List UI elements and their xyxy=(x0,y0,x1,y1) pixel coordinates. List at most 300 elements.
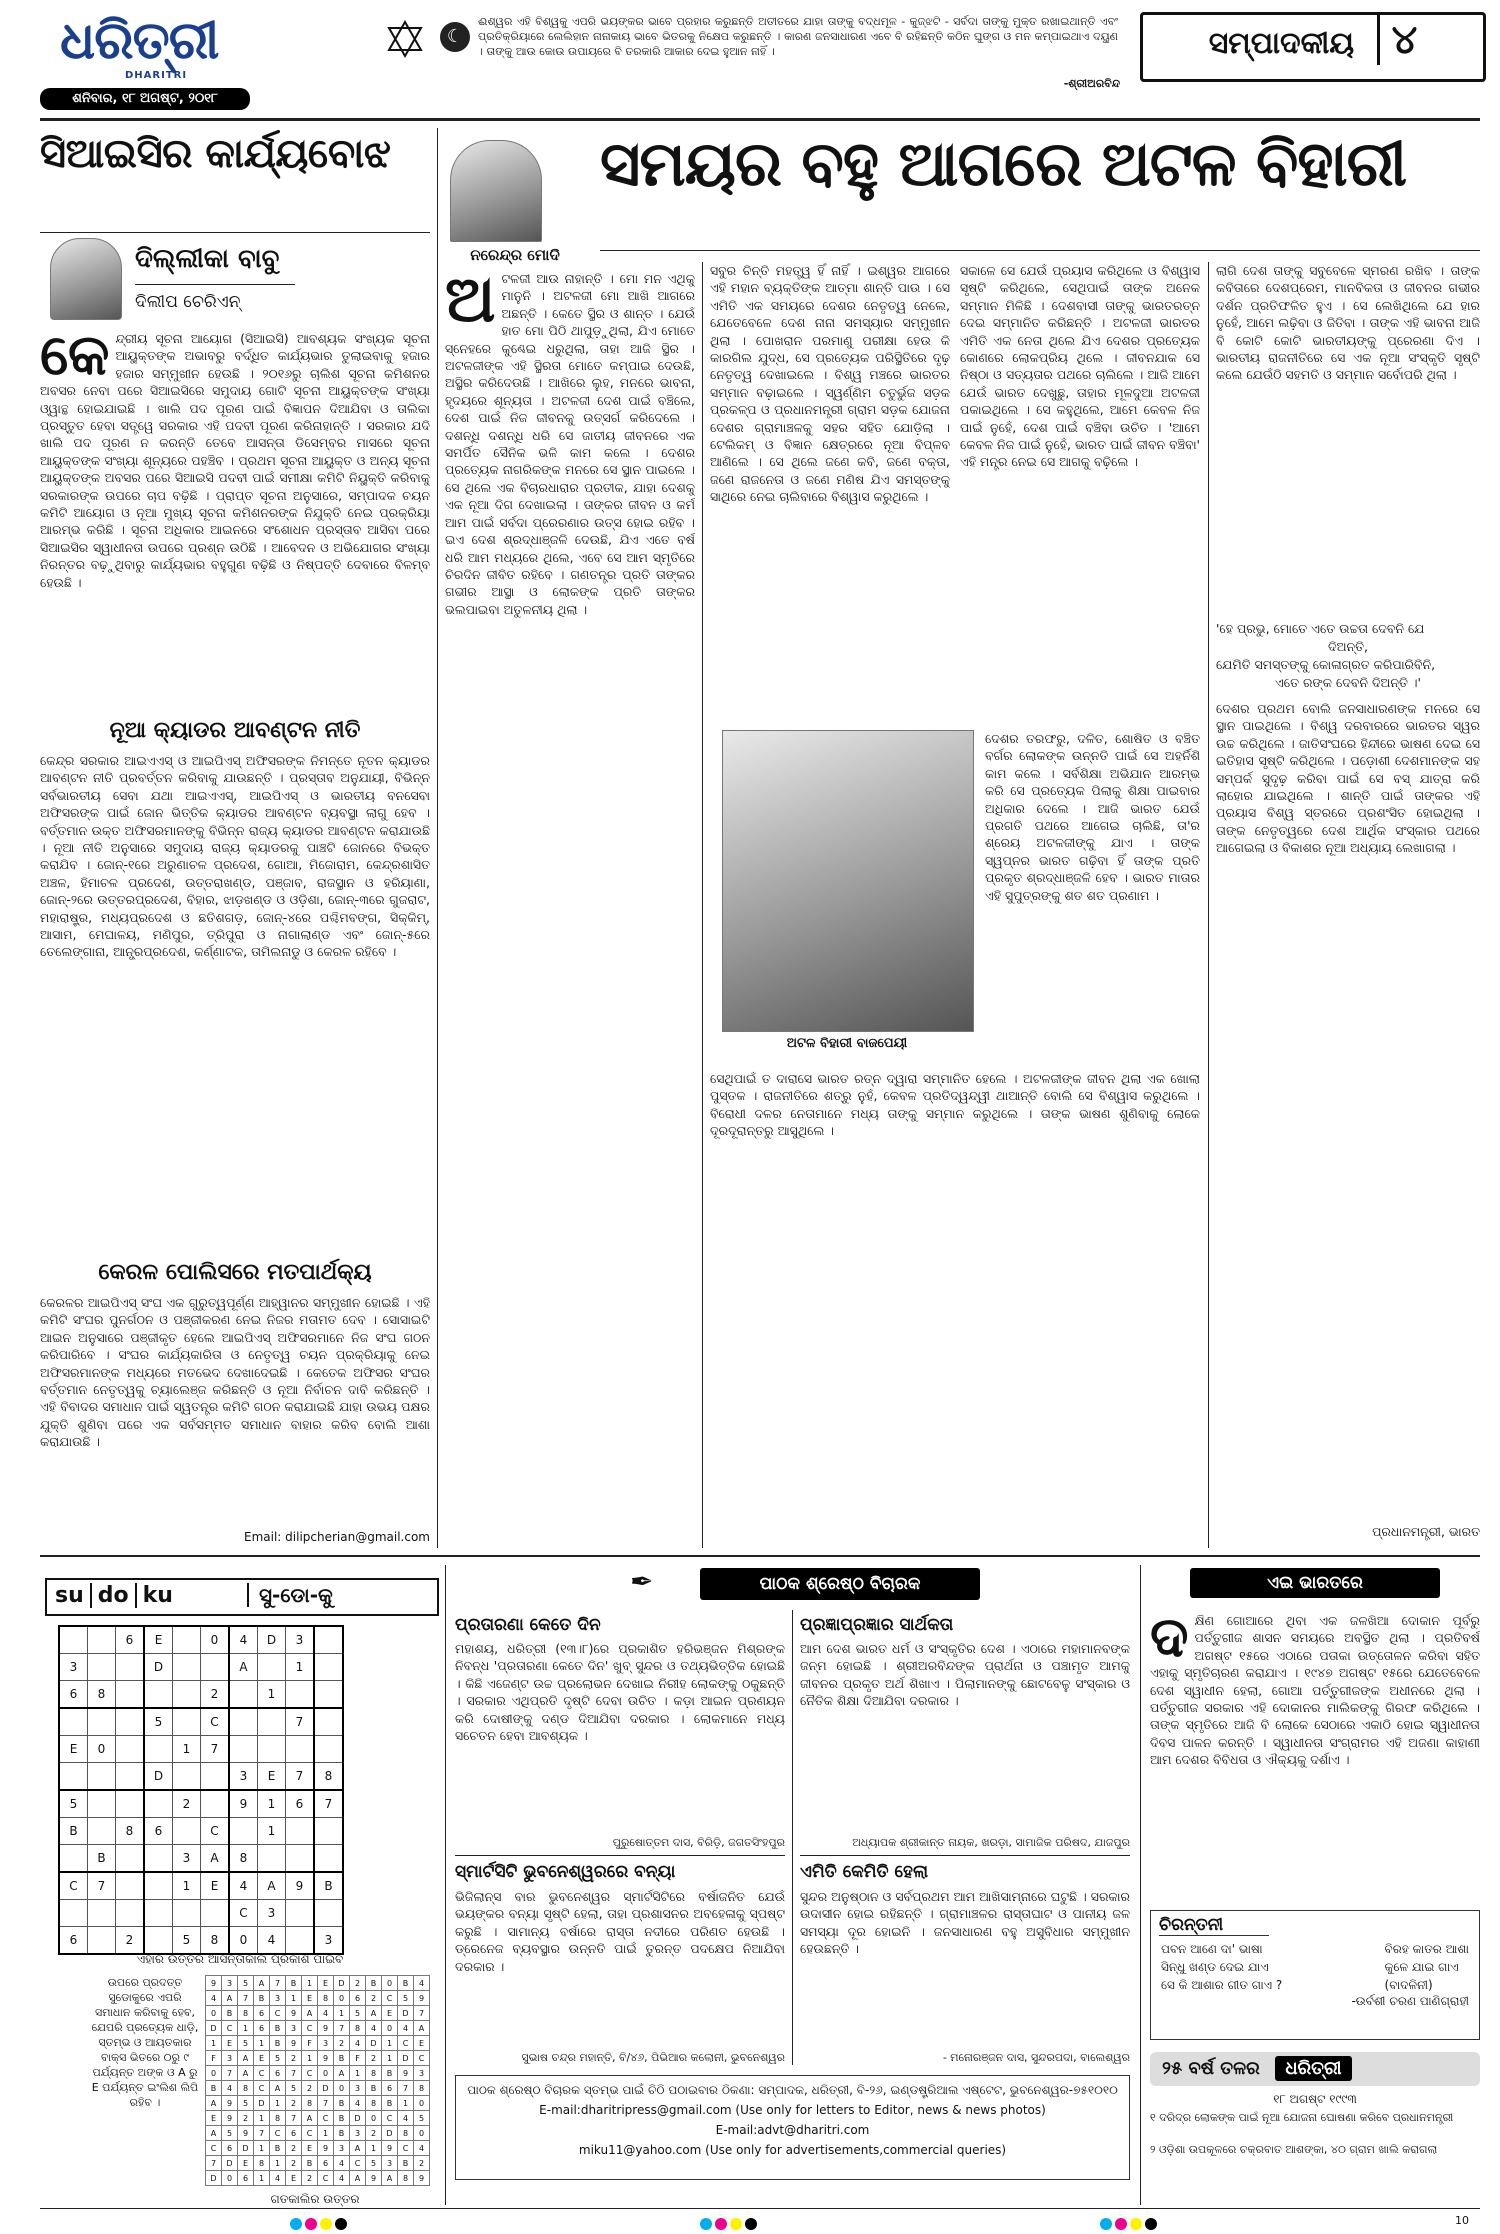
yellow-dot-icon xyxy=(730,2218,742,2230)
solution-cell: 9 xyxy=(318,2141,334,2156)
sudoku-cell[interactable]: E xyxy=(144,1626,173,1654)
sudoku-cell[interactable] xyxy=(59,1845,88,1873)
sudoku-cell[interactable]: 7 xyxy=(88,1872,116,1900)
editorial-body-2: କେନ୍ଦ୍ର ସରକାର ଆଇଏଏସ୍ ଓ ଆଇପିଏସ୍ ଅଫିସରଙ୍କ ନିମନ୍ତେ ନୂତନ କ୍ୟାଡର ଆବଣ୍ଟନ ନୀତି ପ୍ରବର୍ତ୍ତନ କରିବାକୁ ଯାଉଛନ୍ତି । ପ୍ରସ୍ତାବ ଅନୁଯାୟୀ, ବିଭିନ୍ନ ସର୍ବଭାରତୀୟ ସେବା ଯଥା ଆଇଏଏସ୍, ଆଇପିଏସ୍ ଓ ଭାରତୀୟ ବନସେବା ଅଫିସରଙ୍କ ପାଇଁ ଜୋନ ଭିତ୍ତିକ କ୍ୟାଡର ଆବଣ୍ଟନ ବ୍ୟବସ୍ଥା ଲାଗୁ ହେବ । ବର୍ତ୍ତମାନ ଉକ୍ତ ଅଫିସରମାନଙ୍କୁ ବିଭିନ୍ନ ରାଜ୍ୟ କ୍ୟାଡର ଆବଣ୍ଟନ କରାଯାଉଛି । ନୂଆ ନୀତି ଅନୁସାରେ ସମୁଦାୟ ରାଜ୍ୟ କ୍ୟାଡରକୁ ପାଞ୍ଚଟି ଜୋନରେ ବିଭକ୍ତ କରାଯିବ । ଜୋନ୍-୧ରେ ଅରୁଣାଚଳ ପ୍ରଦେଶ, ଗୋଆ, ମିଜୋରାମ, କେନ୍ଦ୍ରଶାସିତ ଅଞ୍ଚଳ, ହିମାଚଳ ପ୍ରଦେଶ, ଉତ୍ତରାଖଣ୍ଡ, ପଞ୍ଜାବ, ରାଜସ୍ଥାନ ଓ ହରିୟାଣା, ଜୋନ୍-୨ରେ ଉତ୍ତରପ୍ରଦେଶ, ବିହାର, ଝାଡ଼ଖଣ୍ଡ ଓ ଓଡ଼ିଶା, ଜୋନ୍-୩ରେ ଗୁଜରାଟ, ମହାରାଷ୍ଟ୍ର, ମଧ୍ୟପ୍ରଦେଶ ଓ ଛତିଶଗଡ଼, ଜୋନ୍-୪ରେ ପଶ୍ଚିମବଙ୍ଗ, ସିକ୍କିମ୍, ଆସାମ, ମେଘାଳୟ, ମଣିପୁର, ତ୍ରିପୁରା ଓ ନାଗାଲାଣ୍ଡ ଏବଂ ଜୋନ୍-୫ରେ ତେଲେଙ୍ଗାନା, ଆନ୍ଧ୍ରପ୍ରଦେଶ, କର୍ଣ୍ଣାଟକ, ତାମିଲନାଡୁ ଓ କେରଳ ରହିବେ । xyxy=(40,753,430,960)
sudoku-cell[interactable]: 1 xyxy=(173,1736,201,1763)
solution-cell: 3 xyxy=(350,2126,366,2141)
sudoku-cell[interactable] xyxy=(229,1818,258,1845)
solution-cell: D xyxy=(254,2096,270,2111)
sudoku-cell[interactable] xyxy=(116,1736,145,1763)
solution-cell: C xyxy=(254,2081,270,2096)
sudoku-cell[interactable] xyxy=(229,1708,258,1736)
sudoku-cell[interactable] xyxy=(144,1681,173,1709)
poem-line: ବିରହ କାତର ଆଶା xyxy=(1384,1942,1469,1956)
solution-cell: E xyxy=(222,2036,238,2051)
sudoku-cell[interactable] xyxy=(286,1900,315,1927)
solution-cell: 4 xyxy=(318,2006,334,2021)
solution-cell: E xyxy=(286,2171,302,2186)
feature-byline: ନରେନ୍ଦ୍ର ମୋଦି xyxy=(470,246,560,264)
letters-icon: ✒ xyxy=(630,1565,654,1598)
sudoku-cell[interactable] xyxy=(88,1790,116,1818)
solution-cell: 8 xyxy=(302,2096,318,2111)
archive-item-2: ୨ ଓଡ଼ିଶା ଉପକୂଳରେ ଚକ୍ରବାତ ଆଶଙ୍କା, ୪୦ ଗ୍ରାମ ଖାଲି କରାଗଲା xyxy=(1150,2143,1438,2156)
solution-table xyxy=(205,1975,430,2186)
solution-cell: 5 xyxy=(238,2036,254,2051)
solution-cell: E xyxy=(302,2141,318,2156)
solution-cell: 1 xyxy=(302,1976,318,1991)
sudoku-cell[interactable]: 8 xyxy=(116,1818,145,1845)
sudoku-cell[interactable]: C xyxy=(229,1900,258,1927)
solution-cell: 6 xyxy=(286,2126,302,2141)
sudoku-cell[interactable]: 7 xyxy=(286,1708,315,1736)
solution-cell: 0 xyxy=(206,2006,222,2021)
sudoku-cell[interactable]: 1 xyxy=(286,1654,315,1681)
sudoku-cell[interactable] xyxy=(314,1626,343,1654)
sudoku-cell[interactable] xyxy=(88,1763,116,1791)
letter-2-body: ଭିଜିଲାନ୍ସ ବାର ଭୁବନେଶ୍ୱର ସ୍ମାର୍ଟସିଟିରେ ବର୍ଷାଜନିତ ଯେଉଁ ଭୟଙ୍କର ବନ୍ୟା ସୃଷ୍ଟି ହେଲା, ତାହା ପ୍ରଶାସନର ଅବହେଳାକୁ ସ୍ପଷ୍ଟ କରୁଛି । ସାମାନ୍ୟ ବର୍ଷାରେ ରାସ୍ତା ନଦୀରେ ପରିଣତ ହେଉଛି । ଡ୍ରେନେଜ ବ୍ୟବସ୍ଥାର ଉନ୍ନତି ପାଇଁ ତୁରନ୍ତ ପଦକ୍ଷେପ ନିଆଯିବା ଦରକାର । xyxy=(455,1889,785,1974)
sudoku-cell[interactable]: 0 xyxy=(88,1736,116,1763)
solution-cell: 1 xyxy=(254,2111,270,2126)
solution-cell: C xyxy=(382,1991,398,2006)
sudoku-cell[interactable] xyxy=(286,1818,315,1845)
solution-cell: E xyxy=(382,2006,398,2021)
sudoku-cell[interactable] xyxy=(116,1681,145,1709)
chirantani-box xyxy=(1150,1910,1480,2040)
solution-cell: C xyxy=(350,2156,366,2171)
solution-cell: A xyxy=(350,2141,366,2156)
sudoku-cell[interactable]: 6 xyxy=(116,1626,145,1654)
sudoku-cell[interactable]: 3 xyxy=(229,1763,258,1791)
solution-cell: 0 xyxy=(334,1991,350,2006)
letter-1-title: ପ୍ରତାରଣା କେତେ ଦିନ xyxy=(455,1615,601,1635)
logo-text: ଧରିତ୍ରୀ xyxy=(60,10,219,71)
solution-cell: 7 xyxy=(254,2126,270,2141)
solution-cell: C xyxy=(206,2141,222,2156)
poem xyxy=(1216,620,1480,692)
solution-cell: 3 xyxy=(414,2066,430,2081)
solution-cell: 2 xyxy=(302,2171,318,2186)
solution-row xyxy=(206,2021,430,2036)
solution-cell: 9 xyxy=(414,1991,430,2006)
letters-email[interactable]: E-mail:dharitripress@gmail.com (Use only for letters to Editor, news & news photos) xyxy=(539,2103,1046,2117)
solution-cell: A xyxy=(414,2021,430,2036)
sudoku-cell[interactable]: 4 xyxy=(229,1626,258,1654)
paragraph: କ୍ଷିଣ ଗୋଆରେ ଥିବା ଏକ ଜଳଖିଆ ଦୋକାନ ପୂର୍ବରୁ ପର୍ତ୍ତୁଗୀଜ ଶାସନ ସମୟରେ ଅବସ୍ଥିତ ଥିଲା । ପ୍ରତିବର୍ଷ ଅଗଷ୍ଟ ୧୫ରେ ଏଠାରେ ପତାକା ଉତ୍ତୋଳନ କରିବା ସହିତ ଏହାକୁ ସ୍ମୃତିଚାରଣ କରାଯାଏ । ୧୯୪୭ ଅଗଷ୍ଟ ୧୫ରେ ଯେତେବେଳେ ଦେଶ ସ୍ୱାଧୀନ ହେଲା, ଗୋଆ ପର୍ତ୍ତୁଗୀଜଙ୍କ ଅଧୀନରେ ଥିଲା । ପର୍ତ୍ତୁଗୀଜ ସରକାର ଏହି ଦୋକାନର ମାଲିକଙ୍କୁ ଗିରଫ କରିଥିଲେ । ତାଙ୍କ ସ୍ମୃତିରେ ଆଜି ବି ଲୋକେ ସେଠାରେ ଏକାଠି ହୋଇ ସ୍ୱାଧୀନତା ଦିବସ ପାଳନ କରନ୍ତି । ସ୍ୱାଧୀନତା ସଂଗ୍ରାମର ଏହି ଅଜଣା କାହାଣୀ ଆମ ଦେଶର ବିବିଧତା ଓ ଐକ୍ୟକୁ ଦର୍ଶାଏ । xyxy=(1150,1613,1480,1768)
sudoku-cell[interactable]: A xyxy=(229,1654,258,1681)
editorial-body-1 xyxy=(40,330,430,710)
sudoku-cell[interactable]: B xyxy=(88,1845,116,1873)
sudoku-cell[interactable]: 9 xyxy=(286,1872,315,1900)
advt-email[interactable]: E-mail:advt@dharitri.com xyxy=(715,2123,870,2137)
sudoku-cell[interactable]: D xyxy=(258,1626,286,1654)
page-footer-number: 10 xyxy=(1455,2214,1469,2227)
sudoku-cell[interactable]: 6 xyxy=(59,1681,88,1709)
sudoku-cell[interactable] xyxy=(116,1900,145,1927)
feature-sign: ପ୍ରଧାନମନ୍ତ୍ରୀ, ଭାରତ xyxy=(1372,1524,1480,1539)
column-divider xyxy=(1140,1565,1141,2205)
sudoku-cell[interactable] xyxy=(258,1845,286,1873)
solution-cell: A xyxy=(206,2126,222,2141)
sudoku-cell[interactable] xyxy=(201,1790,230,1818)
solution-cell: 3 xyxy=(382,2156,398,2171)
solution-cell: 2 xyxy=(366,2051,382,2066)
solution-cell: 0 xyxy=(382,2021,398,2036)
solution-cell: 1 xyxy=(318,2126,334,2141)
sudoku-cell[interactable] xyxy=(229,1736,258,1763)
sudoku-cell[interactable] xyxy=(286,1927,315,1955)
solution-cell: 3 xyxy=(286,2021,302,2036)
sudoku-cell[interactable] xyxy=(314,1818,343,1845)
sudoku-cell[interactable] xyxy=(314,1900,343,1927)
sudoku-cell[interactable] xyxy=(116,1872,145,1900)
solution-row xyxy=(206,1976,430,1991)
sudoku-cell[interactable] xyxy=(59,1708,88,1736)
feature-col-1 xyxy=(445,270,695,1540)
feature-col-2: ସବୁର ଚିନ୍ତି ମହତ୍ତ୍ୱ ହିଁ ନାହିଁ । ଇଶ୍ୱର ଆଗରେ ଏହି ମହାନ ବ୍ୟକ୍ତିଙ୍କ ଆତ୍ମା ଶାନ୍ତି ପାଉ । ସେ ଏମିତି ଏକ ସମୟରେ ଦେଶର ନେତୃତ୍ୱ ନେଲେ, ଯେତେବେଳେ ଦେଶ ନାନା ସମସ୍ୟାର ସମ୍ମୁଖୀନ ଥିଲା । ପୋଖରାନ ପରମାଣୁ ପରୀକ୍ଷା ହେଉ କି କାରଗିଲ ଯୁଦ୍ଧ, ସେ ପ୍ରତ୍ୟେକ ପରିସ୍ଥିତିରେ ଦୃଢ଼ ନେତୃତ୍ୱ ଦେଖାଇଲେ । ବିଶ୍ୱ ମଞ୍ଚରେ ଭାରତର ସମ୍ମାନ ବଢ଼ାଇଲେ । ସ୍ୱର୍ଣ୍ଣିମ ଚତୁର୍ଭୁଜ ସଡ଼କ ପ୍ରକଳ୍ପ ଓ ପ୍ରଧାନମନ୍ତ୍ରୀ ଗ୍ରାମ ସଡ଼କ ଯୋଜନା ଦେଶର ଗ୍ରାମାଞ୍ଚଳକୁ ସହର ସହିତ ଯୋଡ଼ିଲା । ଟେଲିକମ୍ ଓ ବିଜ୍ଞାନ କ୍ଷେତ୍ରରେ ନୂଆ ବିପ୍ଳବ ଆଣିଲେ । ସେ ଥିଲେ ଜଣେ କବି, ଜଣେ ବକ୍ତା, ଜଣେ ରାଜନେତା ଓ ଜଣେ ମଣିଷ ଯିଏ ସମସ୍ତଙ୍କୁ ସାଥିରେ ନେଇ ଚାଲିବାରେ ବିଶ୍ୱାସ କରୁଥିଲେ । xyxy=(710,263,950,505)
sudoku-cell[interactable] xyxy=(173,1626,201,1654)
sudoku-cell[interactable] xyxy=(88,1654,116,1681)
feature-col-4: ଲାଗି ଦେଶ ତାଙ୍କୁ ସବୁବେଳେ ସ୍ମରଣ ରଖିବ । ତାଙ୍କ କବିତାରେ ଦେଶପ୍ରେମ, ମାନବିକତା ଓ ଜୀବନର ଗଭୀର ଦର୍ଶନ ପ୍ରତିଫଳିତ ହୁଏ । ସେ ଲେଖିଥିଲେ ଯେ ହାର ନୁହେଁ, ଆମେ ଲଢ଼ିବା ଓ ଜିତିବା । ତାଙ୍କ ଏହି ଭାବନା ଆଜି ବି କୋଟି କୋଟି ଭାରତୀୟଙ୍କୁ ପ୍ରେରଣା ଦିଏ । ଭାରତୀୟ ରାଜନୀତିରେ ସେ ଏକ ନୂଆ ସଂସ୍କୃତି ସୃଷ୍ଟି କଲେ ଯେଉଁଠି ସହମତି ଓ ସମ୍ମାନ ସର୍ବୋପରି ଥିଲା । xyxy=(1216,263,1480,383)
column-divider xyxy=(437,128,438,1548)
sudoku-cell[interactable]: 2 xyxy=(116,1927,145,1955)
solution-cell: 6 xyxy=(254,2021,270,2036)
solution-cell: E xyxy=(254,2051,270,2066)
sudoku-cell[interactable]: A xyxy=(201,1845,230,1873)
solution-cell: 9 xyxy=(398,2066,414,2081)
solution-cell: 5 xyxy=(414,2111,430,2126)
sudoku-cell[interactable]: 9 xyxy=(229,1790,258,1818)
feature-col-2b: ସେଥିପାଇଁ ତ ଦାରାସେ ଭାରତ ରତ୍ନ ଦ୍ୱାରା ସମ୍ମାନିତ ହେଲେ । ଅଟଳଜୀଙ୍କ ଜୀବନ ଥିଲା ଏକ ଖୋଲା ପୁସ୍ତକ । ରାଜନୀତିରେ ଶତ୍ରୁ ନୁହଁ, କେବଳ ପ୍ରତିଦ୍ୱନ୍ଦ୍ୱୀ ଥାଆନ୍ତି ବୋଲି ସେ ବିଶ୍ୱାସ କରୁଥିଲେ । ବିରୋଧୀ ଦଳର ନେତାମାନେ ମଧ୍ୟ ତାଙ୍କୁ ସମ୍ମାନ କରୁଥିଲେ । ତାଙ୍କ ଭାଷଣ ଶୁଣିବାକୁ ଲୋକେ ଦୂରଦୂରାନ୍ତରୁ ଆସୁଥିଲେ । xyxy=(710,1071,1200,1139)
solution-cell: C xyxy=(270,2006,286,2021)
star-emblem-icon xyxy=(386,20,424,58)
solution-cell: E xyxy=(206,2111,222,2126)
solution-cell: 2 xyxy=(350,1976,366,1991)
quote-author: -ଶ୍ରୀଅରବିନ୍ଦ xyxy=(1063,77,1120,90)
atal-photo-caption: ଅଟଳ ବିହାରୀ ବାଜପେୟୀ xyxy=(786,1036,908,1051)
sudoku-title-3: ku xyxy=(142,1583,173,1608)
sudoku-row xyxy=(59,1845,343,1873)
solution-cell: B xyxy=(382,2096,398,2111)
sudoku-cell[interactable] xyxy=(144,1927,173,1955)
lamp-icon: ☾ xyxy=(440,22,470,52)
solution-cell: B xyxy=(334,2096,350,2111)
sudoku-cell[interactable] xyxy=(116,1845,145,1873)
sudoku-cell[interactable] xyxy=(173,1708,201,1736)
solution-cell: F xyxy=(206,2051,222,2066)
solution-cell: 8 xyxy=(270,2111,286,2126)
section-label xyxy=(1140,12,1486,82)
solution-cell: A xyxy=(270,2081,286,2096)
sudoku-cell[interactable] xyxy=(286,1845,315,1873)
solution-cell: C xyxy=(302,2066,318,2081)
sudoku-cell[interactable]: D xyxy=(144,1654,173,1681)
sudoku-cell[interactable]: 8 xyxy=(229,1845,258,1873)
page-number: ୪ xyxy=(1377,15,1418,65)
chirantani-author: -ଉର୍ବଶୀ ଚରଣ ପାଣିଗ୍ରାହୀ xyxy=(1351,1994,1469,2008)
sudoku-cell[interactable] xyxy=(59,1626,88,1654)
solution-cell: 3 xyxy=(334,2141,350,2156)
sudoku-cell[interactable]: C xyxy=(201,1708,230,1736)
solution-cell: 9 xyxy=(286,2006,302,2021)
solution-cell: 2 xyxy=(238,2111,254,2126)
solution-cell: 7 xyxy=(270,1976,286,1991)
black-dot-icon xyxy=(745,2218,757,2230)
sudoku-cell[interactable] xyxy=(173,1681,201,1709)
footer-rule xyxy=(40,2208,1480,2209)
letter-4-body: ସୁନ୍ଦର ଅନୁଷ୍ଠାନ ଓ ସର୍ବପ୍ରଥମ ଆମ ଆଖିସାମ୍ନାରେ ଘଟୁଛି । ସରକାର ଉଦାସୀନ ହୋଇ ରହିଛନ୍ତି । ଗ୍ରାମାଞ୍ଚଳର ରାସ୍ତାଘାଟ ଓ ପାନୀୟ ଜଳ ସମସ୍ୟା ଦୂର ହୋଇନି । ଜନସାଧାରଣ ବହୁ ଅସୁବିଧାର ସମ୍ମୁଖୀନ ହେଉଛନ୍ତି । xyxy=(800,1889,1130,1957)
sudoku-cell[interactable]: C xyxy=(201,1818,230,1845)
column-divider xyxy=(445,1565,446,2205)
dropcap: କେ xyxy=(40,330,110,388)
sudoku-cell[interactable]: C xyxy=(59,1872,88,1900)
solution-cell: C xyxy=(302,2126,318,2141)
sudoku-cell[interactable] xyxy=(286,1681,315,1709)
solution-cell: A xyxy=(238,2051,254,2066)
sudoku-cell[interactable] xyxy=(314,1708,343,1736)
solution-cell: 1 xyxy=(302,2051,318,2066)
solution-cell: D xyxy=(366,2036,382,2051)
sudoku-cell[interactable]: 2 xyxy=(201,1681,230,1709)
sudoku-cell[interactable]: 1 xyxy=(258,1818,286,1845)
sudoku-cell[interactable]: 7 xyxy=(314,1790,343,1818)
sudoku-cell[interactable] xyxy=(314,1845,343,1873)
solution-cell: 4 xyxy=(334,2171,350,2186)
divider xyxy=(455,1855,785,1856)
divider xyxy=(135,284,295,285)
sudoku-cell[interactable]: 6 xyxy=(144,1818,173,1845)
solution-cell: 6 xyxy=(254,2006,270,2021)
sudoku-cell[interactable] xyxy=(59,1900,88,1927)
solution-cell: 3 xyxy=(318,2036,334,2051)
sudoku-table[interactable] xyxy=(58,1625,344,1955)
black-dot-icon xyxy=(335,2218,347,2230)
sudoku-cell[interactable]: 3 xyxy=(286,1626,315,1654)
sudoku-cell[interactable] xyxy=(201,1763,230,1791)
poem-line: କୁଳେ ଯାଇ ଗାଏ xyxy=(1384,1960,1459,1974)
byline-photo xyxy=(450,140,542,242)
sudoku-cell[interactable] xyxy=(116,1708,145,1736)
sudoku-cell[interactable] xyxy=(201,1900,230,1927)
sudoku-row xyxy=(59,1736,343,1763)
solution-cell: D xyxy=(398,2051,414,2066)
sudoku-cell[interactable]: A xyxy=(258,1872,286,1900)
sudoku-cell[interactable] xyxy=(173,1654,201,1681)
solution-cell: 8 xyxy=(366,2066,382,2081)
cyan-dot-icon xyxy=(1100,2218,1112,2230)
editorial-body-3: କେରଳର ଆଇପିଏସ୍ ସଂଘ ଏକ ଗୁରୁତ୍ୱପୂର୍ଣ୍ଣ ଆହ୍ୱାନର ସମ୍ମୁଖୀନ ହୋଇଛି । ଏହି କମିଟି ସଂଘର ପୁନର୍ଗଠନ ଓ ପଞ୍ଜୀକରଣ ନେଇ ନିଜର ମତାମତ ଦେବ । ସୋସାଇଟି ଆଇନ ଅନୁସାରେ ପଞ୍ଜୀକୃତ ହେଲେ ଆଇପିଏସ୍ ଅଫିସରମାନେ ନିଜ ସଂଘ ଗଠନ କରିପାରିବେ । ସଂଘର କାର୍ଯ୍ୟକାରିତା ଓ ନେତୃତ୍ୱ ଚୟନ ପ୍ରକ୍ରିୟାକୁ ନେଇ ଅଫିସରମାନଙ୍କ ମଧ୍ୟରେ ମତଭେଦ ଦେଖାଦେଇଛି । କେତେକ ଅଫିସର ସଂଘର ବର୍ତ୍ତମାନ ନେତୃତ୍ୱକୁ ଚ୍ୟାଲେଞ୍ଜ କରିଛନ୍ତି ଓ ନୂଆ ନିର୍ବାଚନ ଦାବି କରିଛନ୍ତି । ଏହି ବିବାଦର ସମାଧାନ ପାଇଁ ସ୍ୱତନ୍ତ୍ର କମିଟି ଗଠନ କରାଯାଇଛି ଯାହା ଉଭୟ ପକ୍ଷର ଯୁକ୍ତି ଶୁଣିବା ପରେ ଏକ ସର୍ବସମ୍ମତ ସମାଧାନ ବାହାର କରିବ ବୋଲି ଆଶା କରାଯାଉଛି । xyxy=(40,1295,430,1450)
sudoku-cell[interactable] xyxy=(314,1654,343,1681)
solution-cell: A xyxy=(222,1991,238,2006)
poem-line: ଦିଅନ୍ତି, xyxy=(1328,639,1368,654)
solution-row xyxy=(206,2081,430,2096)
solution-cell: 7 xyxy=(398,2081,414,2096)
solution-cell: C xyxy=(382,2111,398,2126)
solution-cell: 0 xyxy=(414,2126,430,2141)
sudoku-cell[interactable] xyxy=(144,1790,173,1818)
sudoku-cell[interactable]: 0 xyxy=(229,1927,258,1955)
solution-cell: 9 xyxy=(318,2051,334,2066)
solution-cell: 1 xyxy=(382,2051,398,2066)
solution-cell: C xyxy=(222,2021,238,2036)
solution-cell: 1 xyxy=(270,2096,286,2111)
sudoku-cell[interactable] xyxy=(173,1900,201,1927)
sudoku-cell[interactable] xyxy=(59,1763,88,1791)
sudoku-cell[interactable]: 8 xyxy=(201,1927,230,1955)
solution-cell: F xyxy=(302,2036,318,2051)
solution-cell: B xyxy=(270,2141,286,2156)
sudoku-cell[interactable] xyxy=(116,1654,145,1681)
solution-cell: 0 xyxy=(414,2096,430,2111)
solution-cell: A xyxy=(302,2006,318,2021)
solution-cell: E xyxy=(238,2156,254,2171)
solution-cell: 9 xyxy=(222,2111,238,2126)
sudoku-cell[interactable]: 5 xyxy=(144,1708,173,1736)
solution-row xyxy=(206,2096,430,2111)
solution-cell: 2 xyxy=(366,2126,382,2141)
columnist-title: ଦିଲ୍ଲୀକା ବାବୁ xyxy=(135,244,280,274)
sudoku-cell[interactable] xyxy=(116,1763,145,1791)
sudoku-cell[interactable]: B xyxy=(59,1818,88,1845)
sudoku-cell[interactable] xyxy=(173,1818,201,1845)
solution-cell: D xyxy=(382,2126,398,2141)
solution-cell: 6 xyxy=(318,2156,334,2171)
solution-cell: 2 xyxy=(302,2081,318,2096)
sudoku-cell[interactable] xyxy=(258,1736,286,1763)
solution-cell: B xyxy=(334,2126,350,2141)
solution-cell: B xyxy=(366,2081,382,2096)
sudoku-cell[interactable]: 7 xyxy=(286,1763,315,1791)
solution-cell: E xyxy=(318,1976,334,1991)
sudoku-cell[interactable] xyxy=(144,1872,173,1900)
sudoku-cell[interactable] xyxy=(258,1708,286,1736)
yahoo-email[interactable]: miku11@yahoo.com (Use only for advertisements,commercial queries) xyxy=(578,2143,1007,2157)
sudoku-cell[interactable]: E xyxy=(258,1763,286,1791)
sudoku-cell[interactable] xyxy=(88,1626,116,1654)
solution-cell: 6 xyxy=(270,2066,286,2081)
sudoku-cell[interactable] xyxy=(88,1708,116,1736)
sudoku-cell[interactable]: 4 xyxy=(229,1872,258,1900)
archive-years: ୨୫ ବର୍ଷ ତଳର xyxy=(1162,2058,1260,2079)
sudoku-cell[interactable] xyxy=(286,1736,315,1763)
sudoku-cell[interactable]: 1 xyxy=(173,1872,201,1900)
solution-cell: 4 xyxy=(350,2096,366,2111)
solution-cell: 9 xyxy=(238,2126,254,2141)
solution-cell: 8 xyxy=(366,2096,382,2111)
sudoku-cell[interactable]: 8 xyxy=(314,1763,343,1791)
sudoku-cell[interactable]: 5 xyxy=(59,1790,88,1818)
solution-cell: 0 xyxy=(222,2171,238,2186)
solution-cell: 4 xyxy=(414,1976,430,1991)
solution-cell: D xyxy=(334,1976,350,1991)
sudoku-cell[interactable] xyxy=(229,1681,258,1709)
sudoku-cell[interactable]: 0 xyxy=(201,1626,230,1654)
solution-cell: 5 xyxy=(270,2051,286,2066)
solution-cell: C xyxy=(398,2141,414,2156)
solution-cell: 1 xyxy=(254,2036,270,2051)
sudoku-cell[interactable] xyxy=(314,1681,343,1709)
sudoku-cell[interactable]: 7 xyxy=(201,1736,230,1763)
sudoku-cell[interactable] xyxy=(144,1736,173,1763)
sudoku-cell[interactable]: 1 xyxy=(258,1790,286,1818)
poem-line: ସେ କି ଆଶାର ଗୀତ ଗାଏ ? xyxy=(1161,1978,1283,1992)
sudoku-cell[interactable]: 4 xyxy=(258,1927,286,1955)
solution-cell: 7 xyxy=(286,2111,302,2126)
sudoku-row xyxy=(59,1927,343,1955)
sudoku-cell[interactable] xyxy=(144,1845,173,1873)
solution-cell: 9 xyxy=(414,2171,430,2186)
sudoku-cell[interactable] xyxy=(88,1818,116,1845)
solution-cell: 1 xyxy=(334,2006,350,2021)
sudoku-cell[interactable] xyxy=(173,1763,201,1791)
sudoku-cell[interactable]: 3 xyxy=(59,1654,88,1681)
sudoku-cell[interactable]: E xyxy=(59,1736,88,1763)
sudoku-cell[interactable] xyxy=(88,1900,116,1927)
masthead-quote: ଈଶ୍ୱର ଏହି ବିଶ୍ୱକୁ ଏପରି ଭୟଙ୍କର ଭାବେ ପ୍ରହାର କରୁଛନ୍ତି ଅତୀତରେ ଯାହା ତାଙ୍କୁ ବଦ୍ଧମୂଳ - କୁଜ୍ଝଟି - ସର୍ବଦା ତାଙ୍କୁ ମୁକ୍ତ ରଖାଇଥାନ୍ତି ଏବଂ ପ୍ରତିକ୍ରିୟାରେ ଲେଲିହାନ ନାନାକାୟ ଭାବେ ଭିତରକୁ ନିକ୍ଷେପ କରୁଛନ୍ତି । କାରଣ ଜନସାଧାରଣ ଏବେ ବି ରହିଛନ୍ତି କଠିନ ଘୁଙ୍ଗ ଓ ମନ କମ୍ପାଇଥାଏ ଦୟୁଣ । ତାଙ୍କୁ ଆଉ କୋଉ ଉପାୟରେ ବି ତରକାରି ଆକାର ଦେଇ ହୁଆନ ନାହିଁ । xyxy=(478,15,1118,58)
solution-cell: 3 xyxy=(350,2081,366,2096)
sudoku-cell[interactable] xyxy=(88,1927,116,1955)
sudoku-cell[interactable]: 1 xyxy=(258,1681,286,1709)
solution-cell: 8 xyxy=(254,2156,270,2171)
solution-cell: 9 xyxy=(222,2096,238,2111)
ei-bharat-body xyxy=(1150,1612,1480,1902)
chirantani-title: ଚିରନ୍ତନୀ xyxy=(1159,1915,1269,1936)
solution-cell: 0 xyxy=(318,2066,334,2081)
solution-cell: 3 xyxy=(222,2051,238,2066)
sudoku-cell[interactable]: 5 xyxy=(173,1927,201,1955)
solution-cell: B xyxy=(334,2111,350,2126)
solution-cell: 5 xyxy=(286,2081,302,2096)
solution-cell: C xyxy=(318,2171,334,2186)
sudoku-cell[interactable] xyxy=(258,1654,286,1681)
sudoku-cell[interactable] xyxy=(314,1736,343,1763)
sudoku-cell[interactable]: 3 xyxy=(173,1845,201,1873)
sudoku-cell[interactable]: 6 xyxy=(286,1790,315,1818)
sudoku-cell[interactable] xyxy=(116,1790,145,1818)
solution-cell: B xyxy=(302,2156,318,2171)
sudoku-cell[interactable]: 2 xyxy=(173,1790,201,1818)
letter-2-sign: ସୁଭାଷ ଚନ୍ଦ୍ର ମହାନ୍ତି, ବି/୪୬, ପିଭିଆର କଲୋନୀ, ଭୁବନେଶ୍ୱର xyxy=(521,2051,785,2064)
sudoku-note: ଏହାର ଉତ୍ତର ଆସନ୍ତାକାଲି ପ୍ରକାଶ ପାଇବ xyxy=(136,1952,344,1966)
solution-cell: A xyxy=(334,2066,350,2081)
sudoku-cell[interactable]: B xyxy=(314,1872,343,1900)
solution-cell: B xyxy=(286,1976,302,1991)
sudoku-cell[interactable]: 8 xyxy=(88,1681,116,1709)
sudoku-cell[interactable]: 3 xyxy=(314,1927,343,1955)
sudoku-cell[interactable] xyxy=(144,1900,173,1927)
sudoku-grid[interactable] xyxy=(58,1625,344,1955)
solution-cell: A xyxy=(206,2096,222,2111)
solution-cell: 1 xyxy=(254,2171,270,2186)
solution-cell: 3 xyxy=(270,1991,286,2006)
editorial-email[interactable]: Email: dilipcherian@gmail.com xyxy=(244,1530,430,1544)
sudoku-row xyxy=(59,1763,343,1791)
solution-cell: 4 xyxy=(270,2171,286,2186)
sudoku-cell[interactable]: D xyxy=(144,1763,173,1791)
dharitri-logo xyxy=(60,10,218,72)
solution-cell: 2 xyxy=(334,2036,350,2051)
solution-row xyxy=(206,2051,430,2066)
solution-cell: C xyxy=(270,2126,286,2141)
sudoku-cell[interactable]: E xyxy=(201,1872,230,1900)
letter-3-sign: ଅଧ୍ୟାପକ ଶ୍ରୀକାନ୍ତ ନାୟକ, ଖରଡ଼ା, ସାମାଜିକ ପରିଷଦ, ଯାଜପୁର xyxy=(852,1836,1130,1849)
letters-footer-box xyxy=(455,2075,1130,2180)
sudoku-cell[interactable]: 3 xyxy=(258,1900,286,1927)
solution-cell: B xyxy=(270,2021,286,2036)
sudoku-cell[interactable]: 6 xyxy=(59,1927,88,1955)
solution-cell: 0 xyxy=(206,2066,222,2081)
solution-cell: 2 xyxy=(286,2141,302,2156)
sudoku-cell[interactable] xyxy=(201,1654,230,1681)
